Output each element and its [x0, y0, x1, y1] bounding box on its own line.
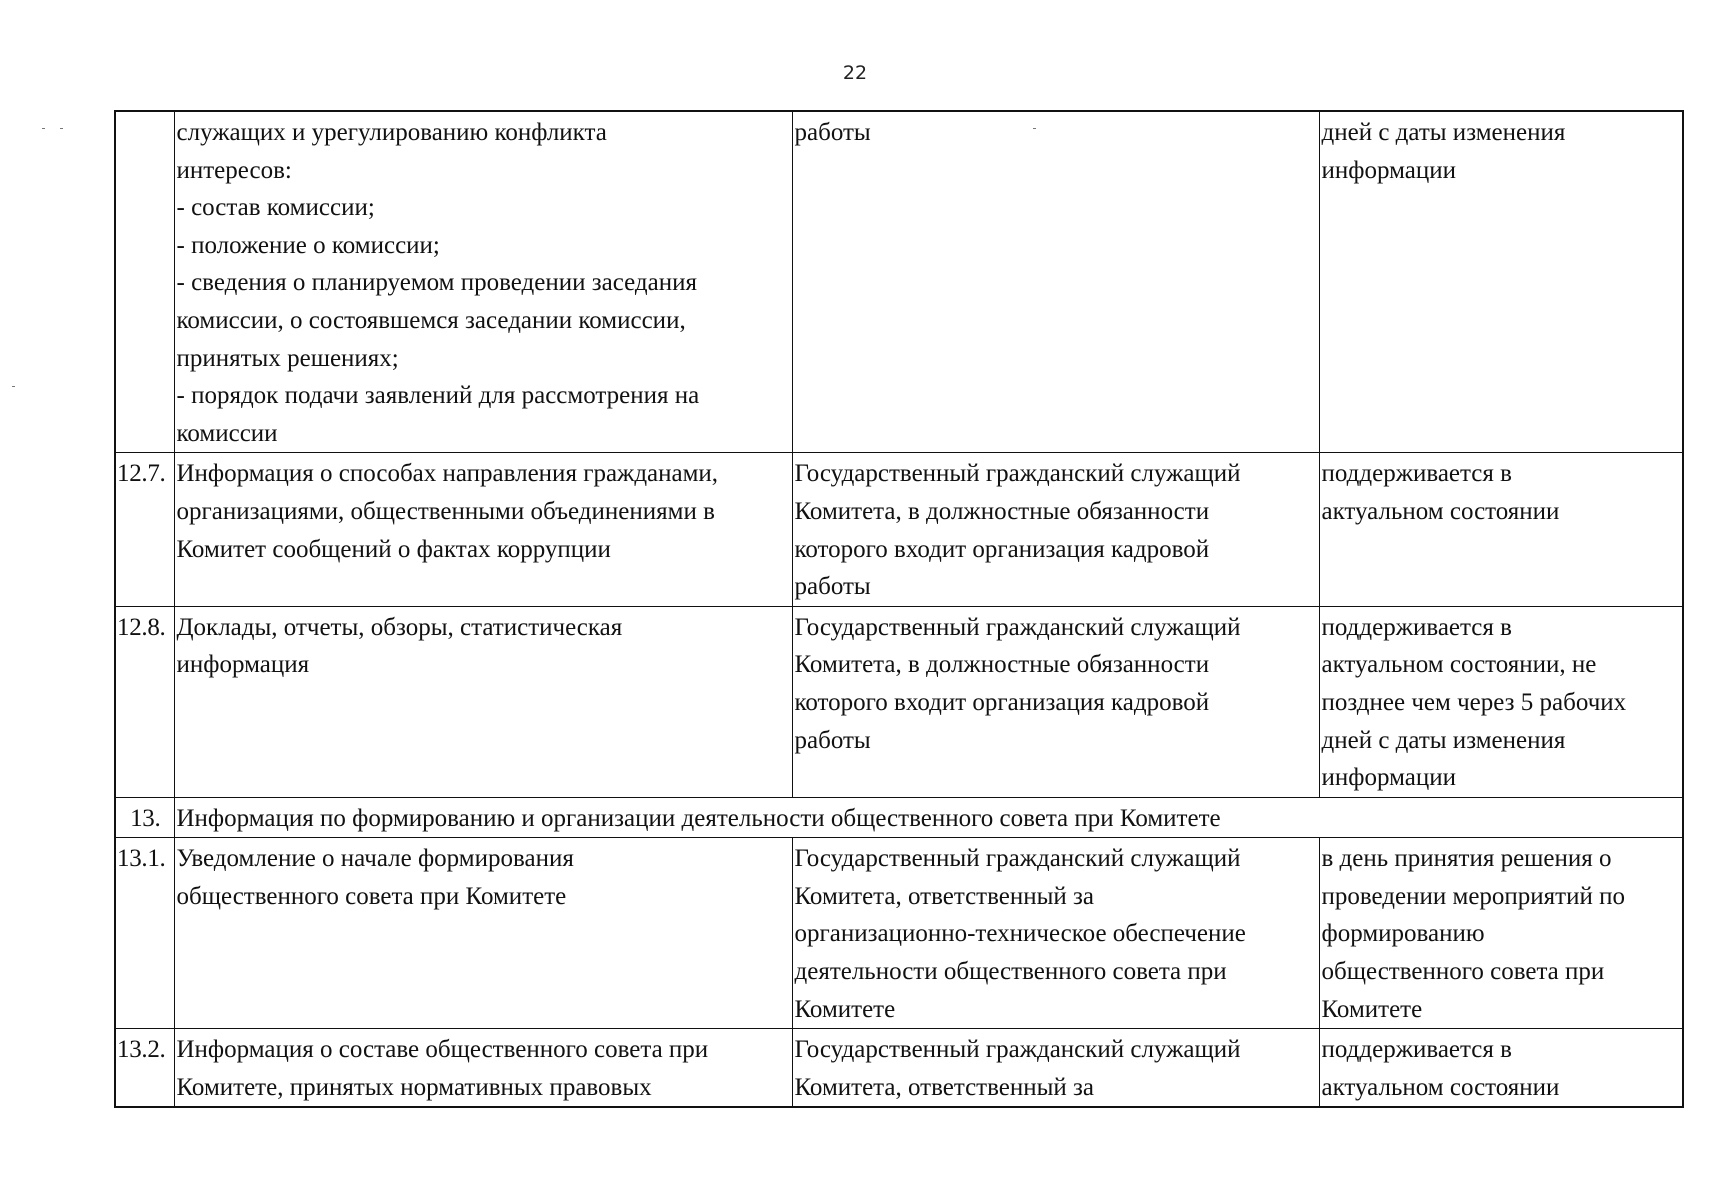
- responsible-cell: Государственный гражданский служащий Комитета, в должностные обязанности которого входит организация кадровой работы: [792, 453, 1319, 606]
- section-title: Информация по формированию и организации деятельности общественного совета при Комитете: [174, 797, 1683, 838]
- scan-speck: [12, 386, 15, 387]
- responsible-cell: Государственный гражданский служащий Комитета, в должностные обязанности которого входит организация кадровой работы: [792, 606, 1319, 797]
- deadline-cell: дней с даты изменения информации: [1319, 111, 1683, 453]
- responsible-cell: работы: [792, 111, 1319, 453]
- table-row-section-13: [115, 797, 1683, 838]
- scan-speck: [42, 128, 45, 129]
- row-number: 12.7.: [115, 453, 174, 606]
- table-row-13-1: [115, 838, 1683, 1029]
- table-row-12-7: [115, 453, 1683, 606]
- information-cell: Информация о составе общественного совета при Комитете, принятых нормативных правовых: [174, 1029, 792, 1108]
- page-number: 22: [842, 62, 868, 84]
- deadline-cell: поддерживается в актуальном состоянии: [1319, 1029, 1683, 1108]
- table-row-13-2: [115, 1029, 1683, 1108]
- deadline-cell: поддерживается в актуальном состоянии, не позднее чем через 5 рабочих дней с даты изменения информации: [1319, 606, 1683, 797]
- row-number: 12.8.: [115, 606, 174, 797]
- table-row-12-8: [115, 606, 1683, 797]
- information-cell: служащих и урегулированию конфликта интересов: - состав комиссии; - положение о комиссии; - сведения о планируемом проведении заседания комиссии, о состоявшемся заседании комиссии, принятых решениях; - порядок подачи заявлений для рассмотрения на комиссии: [174, 111, 792, 453]
- scan-speck: [60, 128, 63, 129]
- row-number: 13.2.: [115, 1029, 174, 1108]
- information-cell: Информация о способах направления гражданами, организациями, общественными объединениями в Комитет сообщений о фактах коррупции: [174, 453, 792, 606]
- row-number: 13.: [115, 797, 174, 838]
- information-table: [114, 110, 1684, 1108]
- information-cell: Доклады, отчеты, обзоры, статистическая информация: [174, 606, 792, 797]
- responsible-cell: Государственный гражданский служащий Комитета, ответственный за организационно-техническое обеспечение деятельности общественного совета при Комитете: [792, 838, 1319, 1029]
- information-cell: Уведомление о начале формирования общественного совета при Комитете: [174, 838, 792, 1029]
- row-number: 13.1.: [115, 838, 174, 1029]
- row-number: [115, 111, 174, 453]
- deadline-cell: поддерживается в актуальном состоянии: [1319, 453, 1683, 606]
- table-row-continued: [115, 111, 1683, 453]
- responsible-cell: Государственный гражданский служащий Комитета, ответственный за: [792, 1029, 1319, 1108]
- deadline-cell: в день принятия решения о проведении мероприятий по формированию общественного совета при Комитете: [1319, 838, 1683, 1029]
